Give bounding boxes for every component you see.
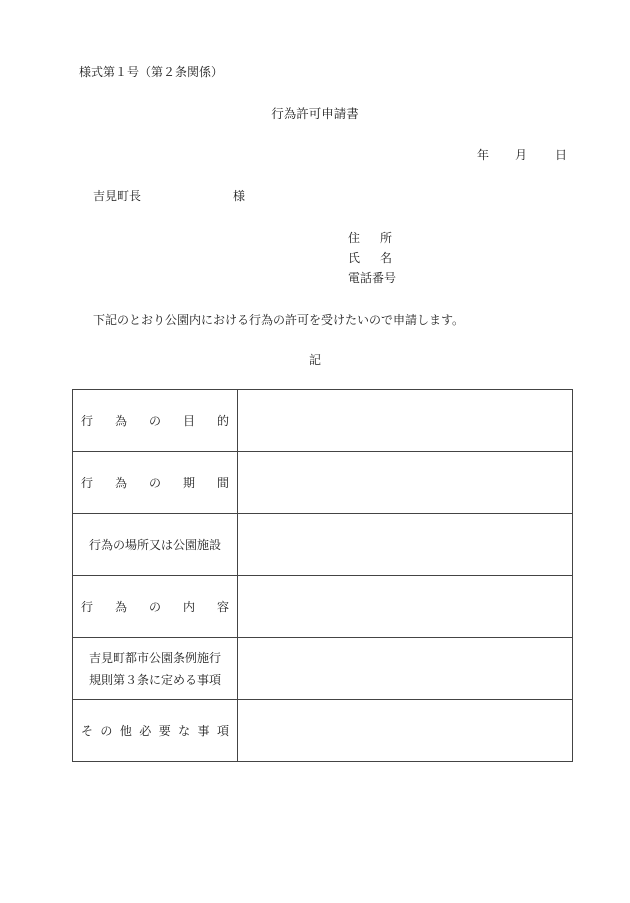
- document-title: 行為許可申請書: [271, 106, 359, 121]
- label-char: 的: [216, 413, 229, 428]
- row-label-other: [73, 700, 238, 762]
- table-row: [73, 700, 573, 762]
- row-label-purpose: [73, 390, 238, 452]
- request-statement: 下記のとおり公園内における行為の許可を受けたいので申請します。: [93, 313, 465, 327]
- row-label-period: [73, 452, 238, 514]
- label-char: の: [100, 723, 113, 738]
- label-char: 項: [216, 723, 229, 738]
- label-char: 為: [114, 599, 127, 614]
- table-row: [73, 576, 573, 638]
- label-char: の: [148, 599, 161, 614]
- justified-label: [73, 472, 237, 494]
- label-char: 必: [139, 723, 152, 738]
- label-char: 行: [81, 475, 94, 490]
- label-char: の: [148, 413, 161, 428]
- justified-label: [73, 410, 237, 432]
- table-row: [73, 514, 573, 576]
- table-row: [73, 390, 573, 452]
- label-char: 為: [114, 413, 127, 428]
- label-char: 為: [114, 475, 127, 490]
- justified-label: [73, 720, 237, 742]
- location-field[interactable]: [238, 514, 573, 576]
- applicant-phone-label: 電話番号: [348, 271, 397, 285]
- label-char: 行: [81, 413, 94, 428]
- table-row: [73, 638, 573, 700]
- label-char: 他: [119, 723, 132, 738]
- row-label-regulation-items: [73, 638, 238, 700]
- purpose-field[interactable]: [238, 390, 573, 452]
- period-field[interactable]: [238, 452, 573, 514]
- row-label-location: 行為の場所又は公園施設: [73, 514, 238, 576]
- label-line: 規則第３条に定める事項: [88, 672, 221, 687]
- form-number: 様式第１号（第２条関係）: [79, 65, 224, 79]
- recipient-honorific: 様: [233, 189, 246, 203]
- regulation-items-field[interactable]: [238, 638, 573, 700]
- applicant-address-label: 住所: [348, 231, 413, 245]
- date-month-label: 月: [515, 148, 528, 162]
- label-char: 要: [158, 723, 171, 738]
- row-label-content: [73, 576, 238, 638]
- label-char: 期: [182, 475, 195, 490]
- label-char: 目: [182, 413, 195, 428]
- label-char: 間: [216, 475, 229, 490]
- label-char: 事: [197, 723, 210, 738]
- table-row: [73, 452, 573, 514]
- label-char: そ: [81, 723, 94, 738]
- label-char: な: [178, 723, 191, 738]
- date-day-label: 日: [555, 148, 568, 162]
- label-char: 容: [216, 599, 229, 614]
- label-char: の: [148, 475, 161, 490]
- label-line: 吉見町都市公園条例施行: [88, 650, 221, 665]
- application-table: [72, 389, 573, 762]
- other-field[interactable]: [238, 700, 573, 762]
- label-char: 内: [182, 599, 195, 614]
- recipient: 吉見町長: [93, 189, 142, 203]
- date-year-label: 年: [477, 148, 490, 162]
- label-char: 行: [81, 599, 94, 614]
- content-field[interactable]: [238, 576, 573, 638]
- applicant-name-label: 氏名: [348, 251, 413, 265]
- ki-heading: 記: [308, 353, 321, 367]
- justified-label: [73, 596, 237, 618]
